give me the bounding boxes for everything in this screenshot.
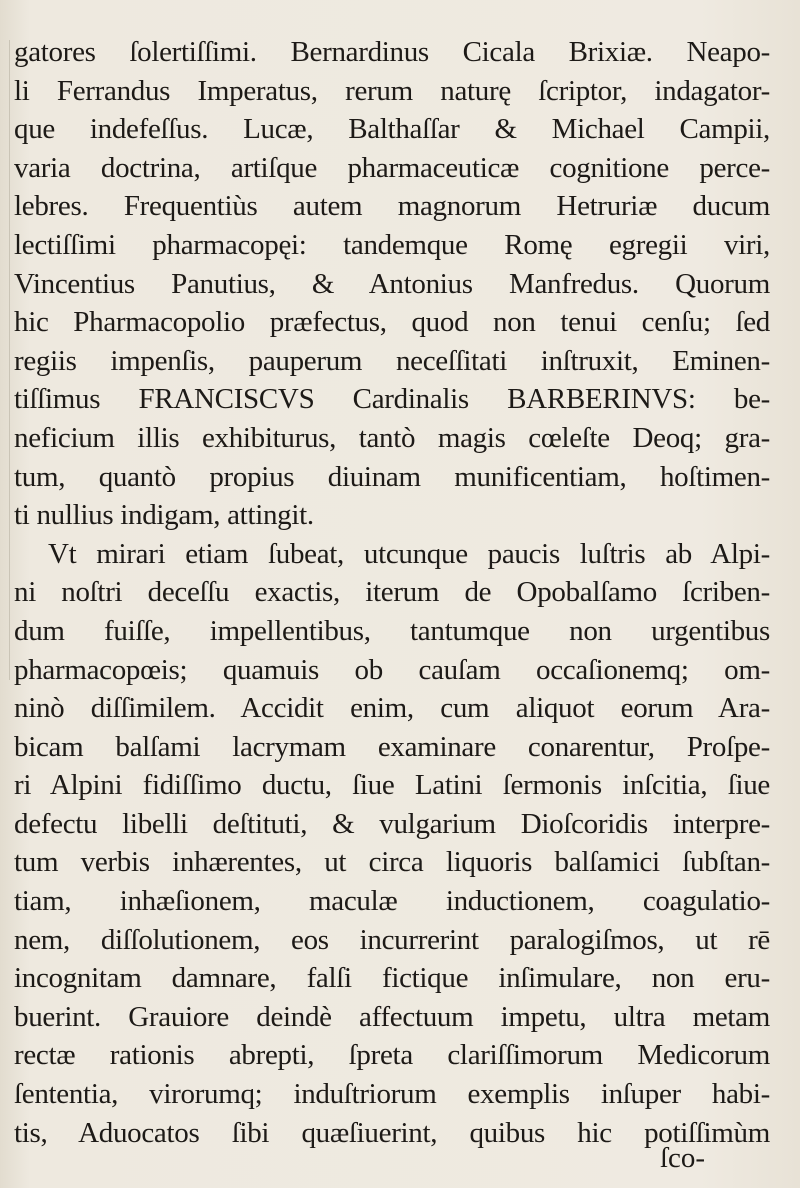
- text-line: tiſſimus FRANCISCVS Cardinalis BARBERINVS: be-: [14, 383, 770, 416]
- text-line: Vincentius Panutius, & Antonius Manfredus. Quorum: [14, 267, 770, 300]
- text-line: hic Pharmacopolio præfectus, quod non tenui cenſu; ſed: [14, 306, 770, 339]
- text-line: buerint. Grauiore deindè affectuum impetu, ultra metam: [14, 1000, 770, 1033]
- text-line: nem, diſſolutionem, eos incurrerint paralogiſmos, ut rē: [14, 923, 770, 956]
- text-line: ti nullius indigam, attingit.: [14, 499, 314, 532]
- text-line: lebres. Frequentiùs autem magnorum Hetruriæ ducum: [14, 190, 770, 223]
- text-line: que indefeſſus. Lucæ, Balthaſſar & Michael Campii,: [14, 113, 770, 146]
- text-line: lectiſſimi pharmacopęi: tandemque Romę egregii viri,: [14, 228, 770, 261]
- text-line: tum verbis inhærentes, ut circa liquoris balſamici ſubſtan-: [14, 846, 770, 879]
- text-line: Vt mirari etiam ſubeat, utcunque paucis luſtris ab Alpi-: [48, 537, 770, 570]
- text-line: tis, Aduocatos ſibi quæſiuerint, quibus hic potiſſimùm: [14, 1116, 770, 1149]
- catchword: ſco-: [660, 1142, 706, 1174]
- text-line: ninò diſſimilem. Accidit enim, cum aliquot eorum Ara-: [14, 692, 770, 725]
- text-line: li Ferrandus Imperatus, rerum naturę ſcriptor, indagator-: [14, 74, 770, 107]
- text-line: varia doctrina, artiſque pharmaceuticæ cognitione perce-: [14, 151, 770, 184]
- text-line: defectu libelli deſtituti, & vulgarium Dioſcoridis interpre-: [14, 807, 770, 840]
- text-line: incognitam damnare, falſi fictique inſimulare, non eru-: [14, 962, 770, 995]
- text-line: tum, quantò propius diuinam munificentiam, hoſtimen-: [14, 460, 770, 493]
- page-gutter-shadow: [9, 40, 10, 680]
- text-line: ni noſtri deceſſu exactis, iterum de Opobalſamo ſcriben-: [14, 576, 770, 609]
- text-line: tiam, inhæſionem, maculæ inductionem, coagulatio-: [14, 885, 770, 918]
- text-line: regiis impenſis, pauperum neceſſitati inſtruxit, Eminen-: [14, 344, 770, 377]
- text-line: ſententia, virorumq; induſtriorum exemplis inſuper habi-: [14, 1078, 770, 1111]
- text-line: pharmacopœis; quamuis ob cauſam occaſionemq; om-: [14, 653, 770, 686]
- text-line: bicam balſami lacrymam examinare conarentur, Proſpe-: [14, 730, 770, 763]
- body-text: [14, 33, 770, 1152]
- text-line: rectæ rationis abrepti, ſpreta clariſſimorum Medicorum: [14, 1039, 770, 1072]
- text-line: ri Alpini fidiſſimo ductu, ſiue Latini ſermonis inſcitia, ſiue: [14, 769, 770, 802]
- text-line: dum fuiſſe, impellentibus, tantumque non urgentibus: [14, 614, 770, 647]
- text-line: gatores ſolertiſſimi. Bernardinus Cicala Brixiæ. Neapo-: [14, 36, 770, 68]
- text-line: neficium illis exhibiturus, tantò magis cœleſte Deoq; gra-: [14, 421, 770, 454]
